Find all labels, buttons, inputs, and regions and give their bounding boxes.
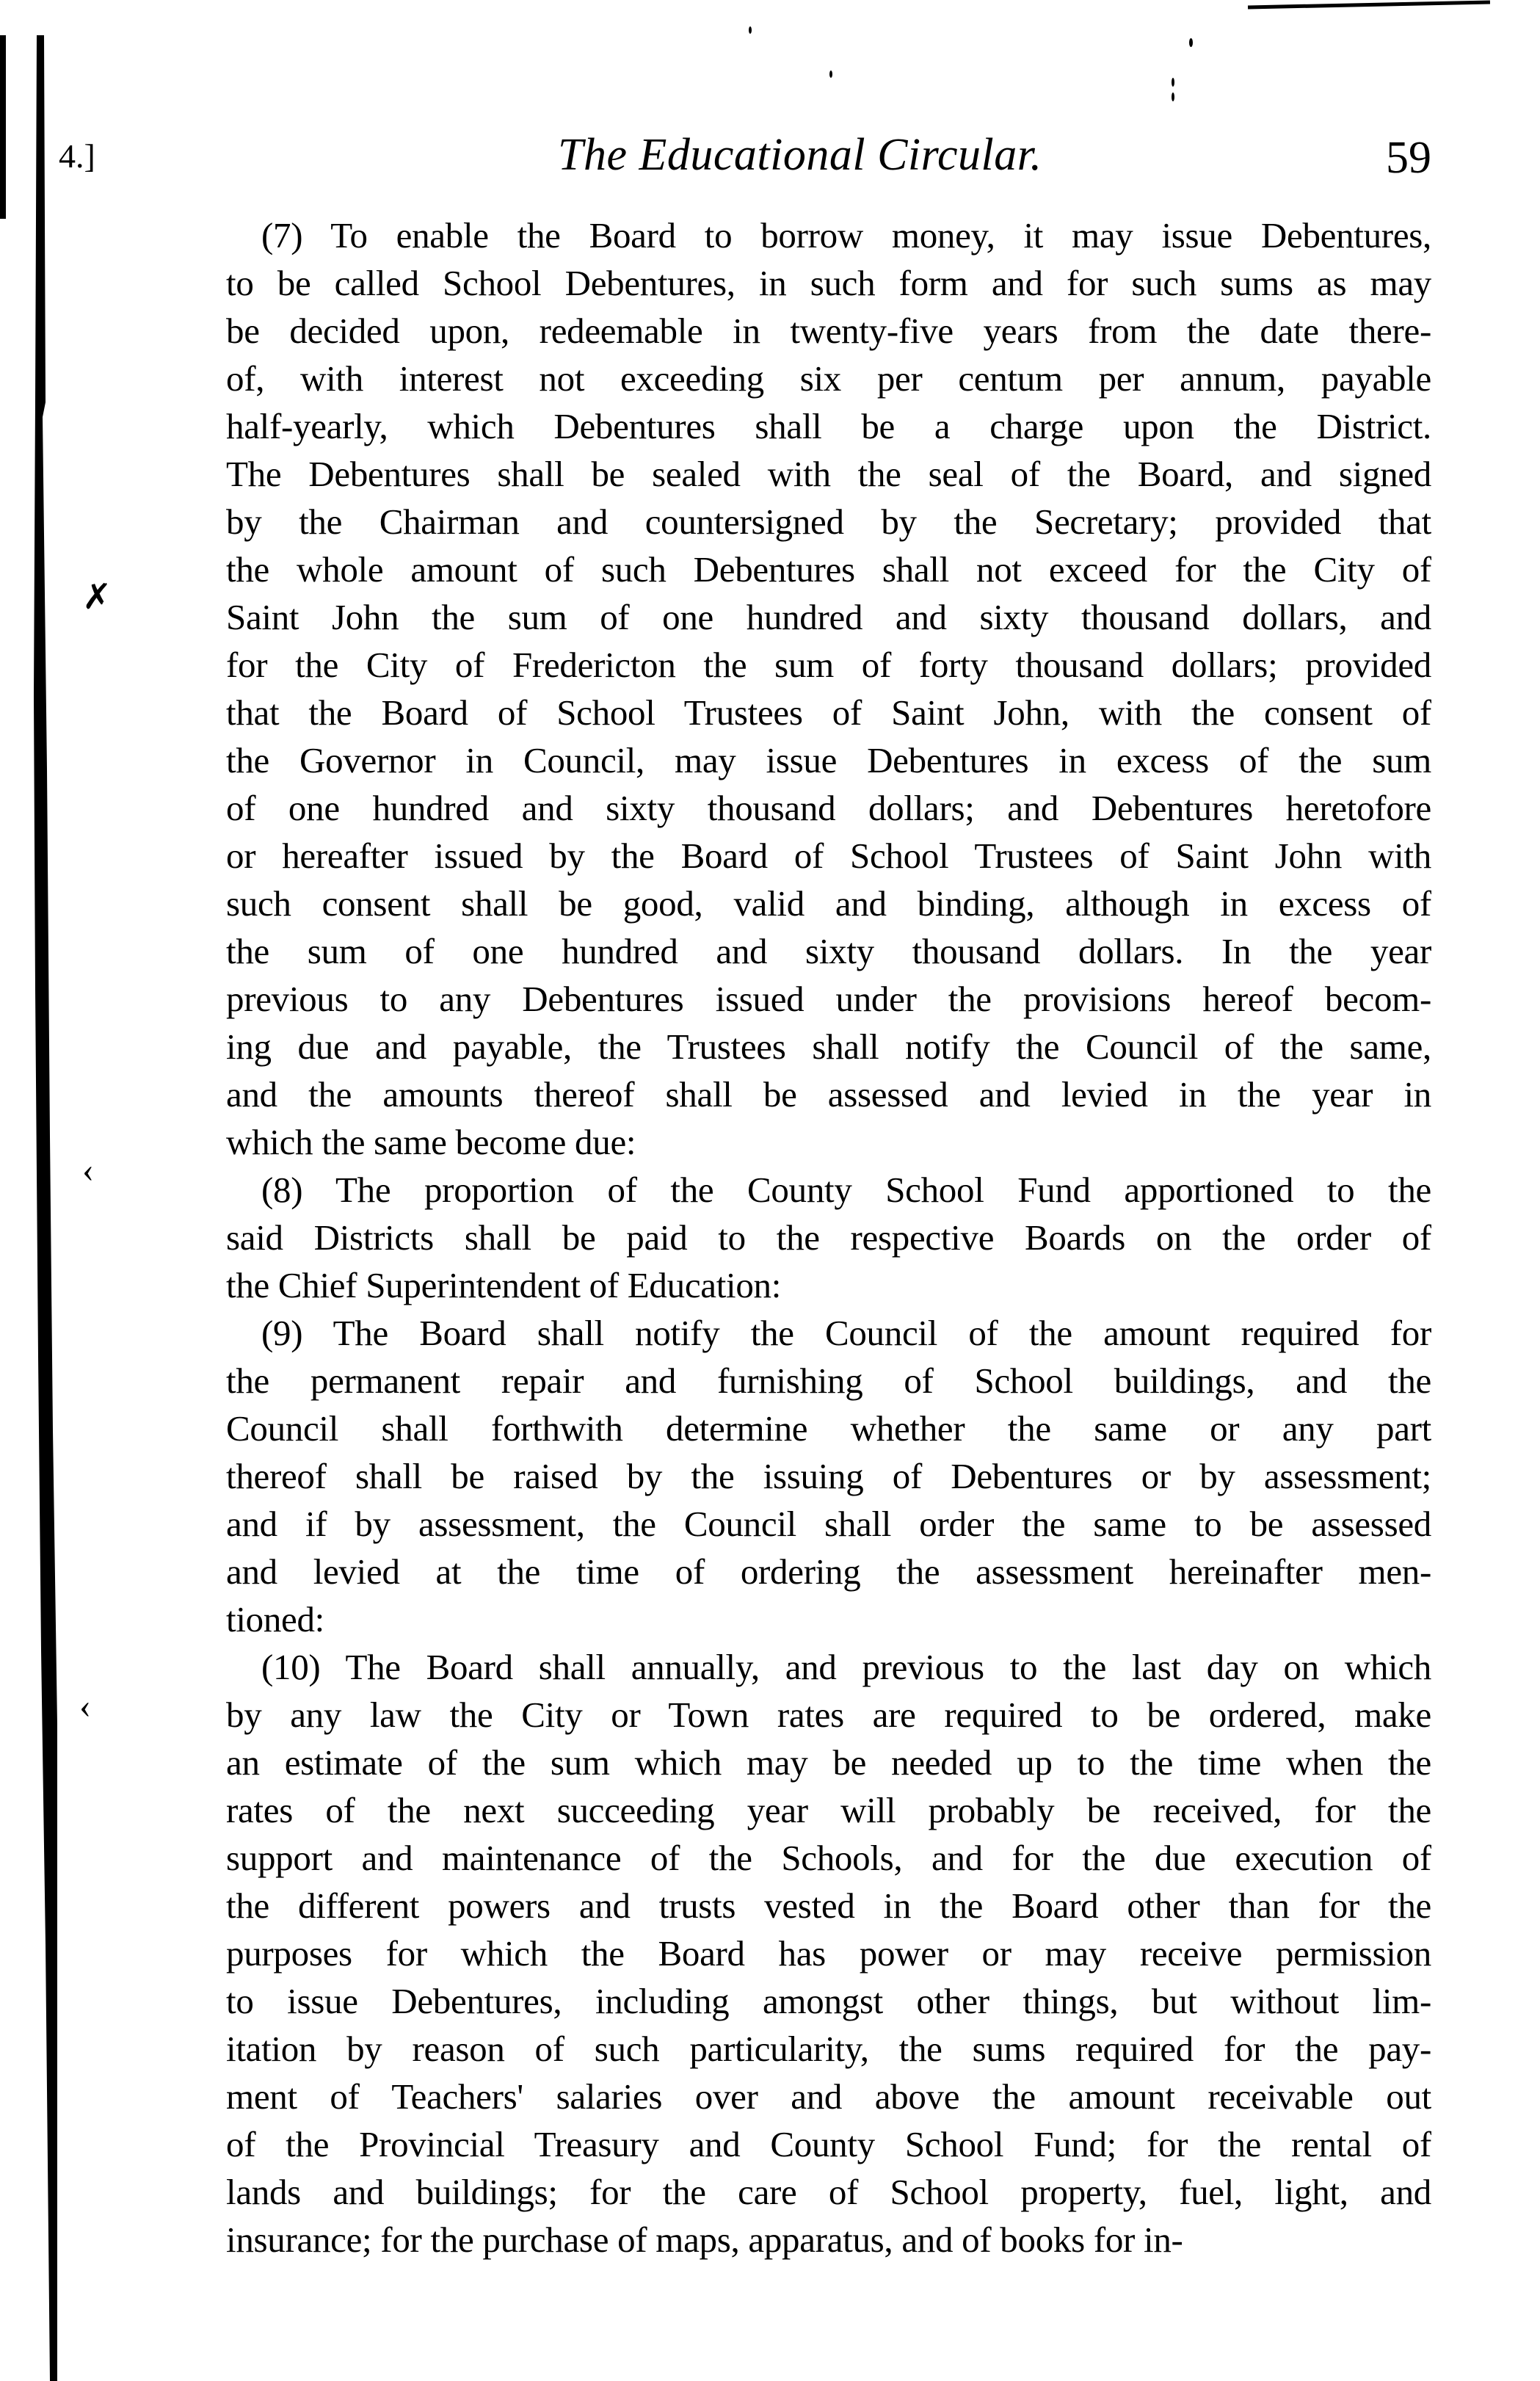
margin-mark: ‹ (82, 1150, 94, 1189)
scan-speck (749, 26, 752, 34)
text-line: by the Chairman and countersigned by the Secretary; provided that (226, 501, 1431, 542)
paragraph (226, 211, 1431, 1166)
scan-speck (1189, 38, 1193, 47)
text-line: that the Board of School Trustees of Saint John, with the consent of (226, 692, 1431, 733)
text-line: and levied at the time of ordering the assessment hereinafter men- (226, 1551, 1431, 1592)
text-line: and if by assessment, the Council shall order the same to be assessed (226, 1504, 1431, 1544)
text-line: the Chief Superintendent of Education: (226, 1265, 782, 1305)
body-text (226, 211, 1431, 2264)
scan-speck (829, 70, 832, 78)
text-line: purposes for which the Board has power or may receive permission (226, 1933, 1431, 1974)
margin-mark: ‹ (79, 1686, 91, 1725)
paragraph (226, 1309, 1431, 1643)
scan-frame-edge (0, 35, 6, 219)
text-line: support and maintenance of the Schools, and for the due execution of (226, 1838, 1431, 1878)
text-line: the Governor in Council, may issue Debentures in excess of the sum (226, 740, 1431, 780)
text-line: rates of the next succeeding year will probably be received, for the (226, 1790, 1431, 1830)
text-line: (8) The proportion of the County School Fund apportioned to the (261, 1170, 1431, 1210)
text-line: to be called School Debentures, in such form and for such sums as may (226, 263, 1431, 303)
scan-speck (1172, 93, 1174, 101)
margin-mark: ✗ (82, 578, 112, 617)
text-line: the permanent repair and furnishing of School buildings, and the (226, 1360, 1431, 1401)
text-line: The Debentures shall be sealed with the seal of the Board, and signed (226, 454, 1431, 494)
text-line: to issue Debentures, including amongst other things, but without lim- (226, 1981, 1431, 2021)
text-line: the sum of one hundred and sixty thousand dollars. In the year (226, 931, 1431, 971)
text-line: an estimate of the sum which may be needed up to the time when the (226, 1742, 1431, 1783)
text-line: (9) The Board shall notify the Council of the amount required for (261, 1313, 1431, 1353)
text-line: of the Provincial Treasury and County School Fund; for the rental of (226, 2124, 1431, 2164)
binding-edge-shape (28, 35, 57, 2381)
text-line: of, with interest not exceeding six per centum per annum, payable (226, 358, 1431, 399)
text-line: for the City of Fredericton the sum of forty thousand dollars; provided (226, 645, 1431, 685)
text-line: ing due and payable, the Trustees shall notify the Council of the same, (226, 1026, 1431, 1067)
text-line: Council shall forthwith determine whether the same or any part (226, 1408, 1431, 1449)
running-head (59, 129, 1483, 188)
text-line: insurance; for the purchase of maps, apparatus, and of books for in- (226, 2219, 1183, 2260)
scan-top-rule (1248, 1, 1490, 10)
page-number: 59 (1386, 133, 1431, 183)
text-line: (10) The Board shall annually, and previous to the last day on which (261, 1647, 1431, 1687)
text-line: ment of Teachers' salaries over and above the amount receivable out (226, 2076, 1431, 2117)
text-line: be decided upon, redeemable in twenty-five years from the date there- (226, 311, 1431, 351)
text-line: such consent shall be good, valid and binding, although in excess of (226, 883, 1431, 924)
text-line: thereof shall be raised by the issuing of Debentures or by assessment; (226, 1456, 1431, 1496)
text-line: the different powers and trusts vested in the Board other than for the (226, 1885, 1431, 1926)
text-line: and the amounts thereof shall be assessed and levied in the year in (226, 1074, 1431, 1115)
text-line: which the same become due: (226, 1122, 636, 1162)
text-line: or hereafter issued by the Board of School Trustees of Saint John with (226, 836, 1431, 876)
text-line: of one hundred and sixty thousand dollars; and Debentures heretofore (226, 788, 1431, 828)
text-line: previous to any Debentures issued under the provisions hereof becom- (226, 979, 1431, 1019)
text-line: (7) To enable the Board to borrow money, it may issue Debentures, (261, 215, 1431, 256)
text-line: half-yearly, which Debentures shall be a charge upon the District. (226, 406, 1431, 446)
text-line: the whole amount of such Debentures shall not exceed for the City of (226, 549, 1431, 590)
text-line: said Districts shall be paid to the respective Boards on the order of (226, 1217, 1431, 1258)
paragraph (226, 1643, 1431, 2264)
binding-edge (28, 35, 57, 2381)
scan-speck (1172, 78, 1174, 87)
paragraph (226, 1166, 1431, 1309)
text-line: lands and buildings; for the care of School property, fuel, light, and (226, 2172, 1431, 2212)
text-line: by any law the City or Town rates are required to be ordered, make (226, 1695, 1431, 1735)
section-number: 4.] (59, 137, 95, 175)
publication-title: The Educational Circular. (558, 130, 1042, 180)
text-line: tioned: (226, 1599, 324, 1639)
text-line: itation by reason of such particularity, the sums required for the pay- (226, 2029, 1431, 2069)
text-line: Saint John the sum of one hundred and sixty thousand dollars, and (226, 597, 1431, 637)
